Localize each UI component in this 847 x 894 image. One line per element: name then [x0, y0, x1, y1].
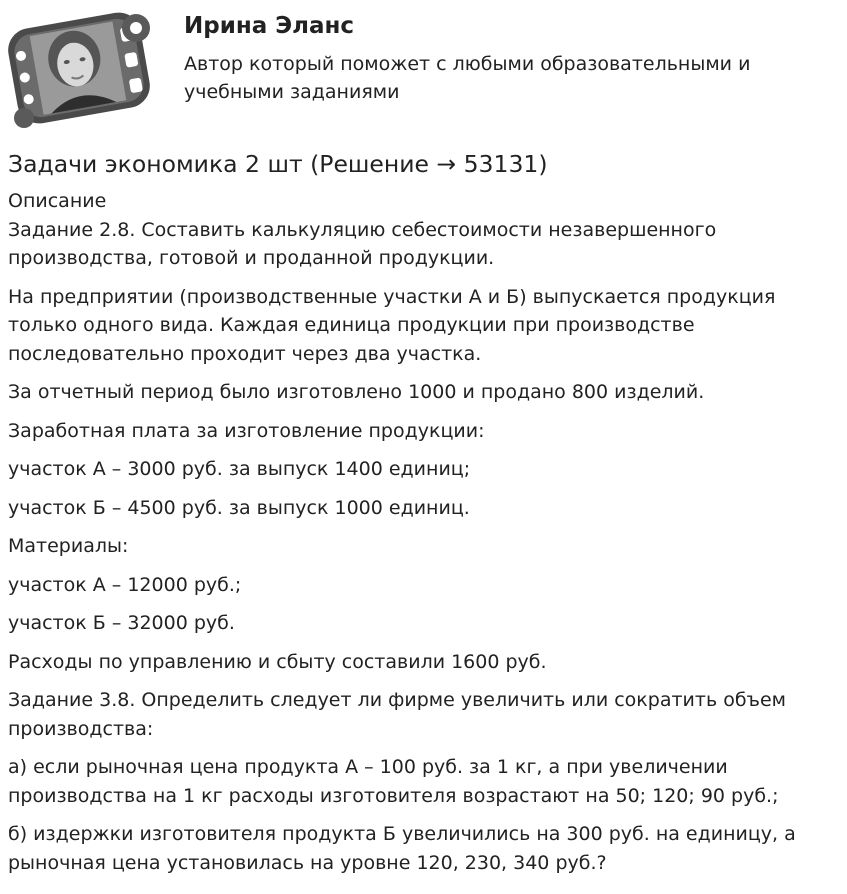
paragraph: Задание 2.8. Составить калькуляцию себестоимости незавершенного производства, готовой и проданной продукции.	[8, 218, 717, 269]
description-label: Описание	[8, 190, 107, 212]
paragraph: участок А – 12000 руб.;	[8, 573, 242, 596]
author-description: Автор который поможет с любыми образовательными и учебными заданиями	[184, 53, 751, 103]
paragraph: участок Б – 32000 руб.	[8, 612, 235, 634]
paragraph: Заработная плата за изготовление продукции:	[8, 419, 485, 442]
paragraph: На предприятии (производственные участки А и Б) выпускается продукция только одного вида. Каждая единица продукции при производстве последовательно проходит через два участка.	[8, 285, 776, 365]
page-title: Задачи экономика 2 шт (Решение → 53131)	[8, 150, 548, 178]
paragraph: а) если рыночная цена продукта А – 100 руб. за 1 кг, а при увеличении производства на 1 кг расходы изготовителя возрастают на 50; 120; 90 руб.;	[8, 756, 779, 807]
author-avatar-icon	[4, 6, 154, 130]
paragraph: Расходы по управлению и сбыту составили 1600 руб.	[8, 650, 547, 673]
paragraph: Материалы:	[8, 535, 129, 557]
task-content	[8, 148, 828, 887]
paragraph: участок Б – 4500 руб. за выпуск 1000 единиц.	[8, 496, 470, 519]
author-name: Ирина Эланс	[184, 13, 355, 39]
author-header	[0, 0, 847, 135]
paragraph: За отчетный период было изготовлено 1000 и продано 800 изделий.	[8, 381, 705, 403]
paragraph: участок А – 3000 руб. за выпуск 1400 единиц;	[8, 458, 471, 480]
paragraph: Задание 3.8. Определить следует ли фирме увеличить или сократить объем производства:	[8, 689, 786, 740]
paragraph: б) издержки изготовителя продукта Б увеличились на 300 руб. на единицу, а рыночная цена установилась на уровне 120, 230, 340 руб.?	[8, 823, 796, 874]
